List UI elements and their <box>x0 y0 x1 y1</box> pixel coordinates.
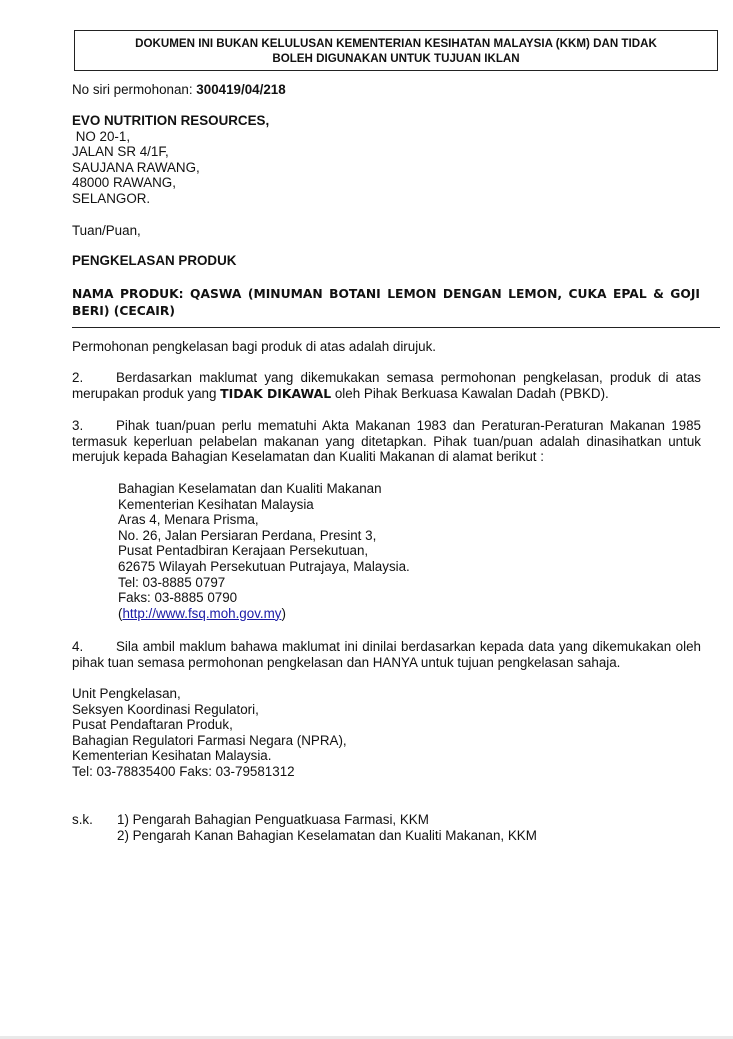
copy-label: s.k. <box>72 812 93 827</box>
paragraph-3 <box>72 418 701 465</box>
agency-line: Pusat Pentadbiran Kerajaan Persekutuan, <box>118 543 369 559</box>
disclaimer-line-1: DOKUMEN INI BUKAN KELULUSAN KEMENTERIAN KESIHATAN MALAYSIA (KKM) DAN TIDAK <box>135 37 657 50</box>
addressee-company: EVO NUTRITION RESOURCES, <box>72 113 270 128</box>
paren-close: ) <box>281 605 286 621</box>
agency-line: Bahagian Keselamatan dan Kualiti Makanan <box>118 481 382 496</box>
serial-label: No siri permohonan: <box>72 82 197 97</box>
serial-value: 300419/04/218 <box>196 82 286 97</box>
product-name: NAMA PRODUK: QASWA (MINUMAN BOTANI LEMON DENGAN LEMON, CUKA EPAL & GOJI BERI) (CECAIR) <box>72 287 700 318</box>
agency-line: Aras 4, Menara Prisma, <box>118 512 259 528</box>
paragraph-number: 3. <box>72 418 84 433</box>
copy-recipient-list <box>117 812 537 843</box>
sender-contact: Tel: 03-78835400 Faks: 03-79581312 <box>72 763 295 779</box>
addressee-block <box>72 113 269 207</box>
sender-line: Kementerian Kesihatan Malaysia. <box>72 748 272 764</box>
paragraph-3-text: Pihak tuan/puan perlu mematuhi Akta Makanan 1983 dan Peraturan-Peraturan Makanan 1985 termasuk keperluan pelabelan makanan yang ditetapkan. Pihak tuan/puan adalah dinasihatkan untuk merujuk kepada Bahagian Keselamatan dan Kualiti Makanan di alamat berikut : <box>72 418 701 465</box>
agency-phone: Tel: 03-8885 0797 <box>118 574 226 590</box>
sender-line: Pusat Pendaftaran Produk, <box>72 717 233 733</box>
agency-address-block <box>118 481 410 621</box>
sender-line: Unit Pengkelasan, <box>72 686 181 701</box>
salutation: Tuan/Puan, <box>72 223 141 238</box>
agency-fax: Faks: 03-8885 0790 <box>118 590 238 606</box>
agency-line: Kementerian Kesihatan Malaysia <box>118 496 314 512</box>
sender-block <box>72 686 347 780</box>
copy-recipient: 2) Pengarah Kanan Bahagian Keselamatan dan Kualiti Makanan, KKM <box>117 827 537 843</box>
subject-heading: PENGKELASAN PRODUK <box>72 253 237 268</box>
addressee-line: SELANGOR. <box>72 190 151 206</box>
addressee-line: NO 20-1, <box>72 128 131 144</box>
disclaimer-box <box>74 30 718 71</box>
not-controlled-status: TIDAK DIKAWAL <box>220 385 332 401</box>
paragraph-2-text: Berdasarkan maklumat yang dikemukakan semasa permohonan pengkelasan, produk di atas merupakan produk yang <box>72 370 701 401</box>
paragraph-4 <box>72 639 701 670</box>
sender-line: Seksyen Koordinasi Regulatori, <box>72 701 259 717</box>
divider-line <box>72 327 720 328</box>
paren-open: ( <box>118 605 123 621</box>
paragraph-number: 2. <box>72 370 84 385</box>
addressee-line: 48000 RAWANG, <box>72 175 176 191</box>
agency-line: 62675 Wilayah Persekutuan Putrajaya, Malaysia. <box>118 558 410 574</box>
addressee-line: SAUJANA RAWANG, <box>72 159 200 175</box>
addressee-line: JALAN SR 4/1F, <box>72 144 169 160</box>
paragraph-1: Permohonan pengkelasan bagi produk di atas adalah dirujuk. <box>72 339 437 354</box>
agency-website <box>118 606 410 622</box>
paragraph-4-text: Sila ambil maklum bahawa maklumat ini dinilai berdasarkan kepada data yang dikemukakan oleh pihak tuan semasa permohonan pengkelasan dan HANYA untuk tujuan pengkelasan sahaja. <box>72 639 701 670</box>
paragraph-number: 4. <box>72 639 84 654</box>
disclaimer-line-2: BOLEH DIGUNAKAN UNTUK TUJUAN IKLAN <box>272 52 520 66</box>
paragraph-2 <box>72 370 701 401</box>
agency-line: No. 26, Jalan Persiaran Perdana, Presint 3, <box>118 527 377 543</box>
copy-recipient: 1) Pengarah Bahagian Penguatkuasa Farmasi, KKM <box>117 812 429 827</box>
agency-website-link[interactable]: http://www.fsq.moh.gov.my <box>122 605 282 621</box>
sender-line: Bahagian Regulatori Farmasi Negara (NPRA), <box>72 732 347 748</box>
paragraph-2-text-end: oleh Pihak Berkuasa Kawalan Dadah (PBKD). <box>331 385 609 401</box>
serial-number <box>72 82 286 98</box>
